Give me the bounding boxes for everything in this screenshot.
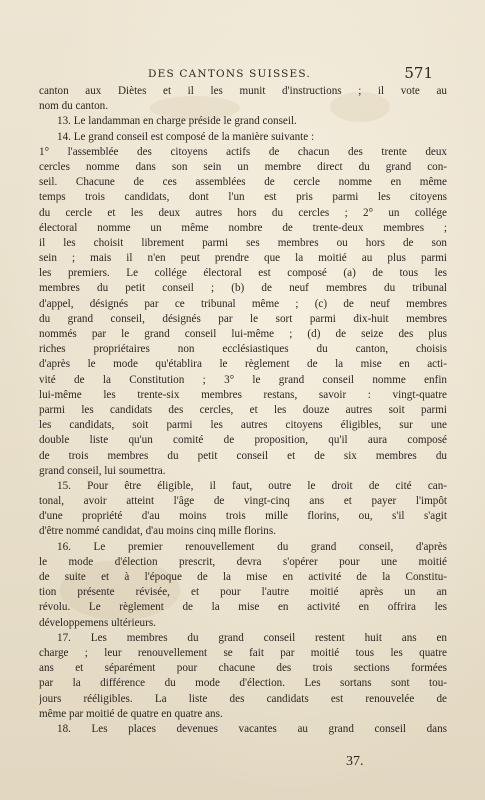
text-line: d'être nommé candidat, d'au moins cinq mille florins. [39, 525, 276, 538]
text-line: 14. Le grand conseil est composé de la manière suivante : [57, 130, 315, 143]
text-line: 16. Le premier renouvellement du grand conseil, d'après [57, 540, 447, 553]
text-line: tonal, avoir atteint l'âge de vingt-cinq ans et payer l'impôt [39, 495, 447, 508]
text-line: d'appel, désignés par ce tribunal même ; (c) de neuf membres [39, 297, 447, 310]
text-line: ans et séparément pour chacune des trois sections formées [39, 662, 447, 675]
text-line: de suite et à l'époque de la mise en activité de la Constitu- [39, 571, 447, 583]
text-line: canton aux Diètes et il les munit d'instructions ; il vote au [39, 85, 447, 97]
text-line: électoral nomme un même nombre de trente-deux membres ; [39, 221, 447, 234]
text-line: vité de la Constitution ; 3° le grand conseil nomme enfin [39, 373, 447, 386]
text-line: 18. Les places devenues vacantes au grand conseil dans [57, 722, 447, 735]
text-line: cercles nomme dans son sein un membre direct du grand con- [39, 160, 447, 173]
text-line: les premiers. Le collége électoral est composé (a) de tous les [39, 267, 447, 280]
text-line: double liste qu'un comité de proposition, qu'il aura composé [39, 434, 447, 447]
text-line: les candidats, soit parmi les autres citoyens éligibles, sur une [39, 419, 447, 432]
text-line: 13. Le landamman en charge préside le grand conseil. [57, 115, 297, 128]
text-line: nommés par le grand conseil lui-même ; (d) de seize des plus [39, 328, 447, 340]
text-line: grand conseil, lui soumettra. [39, 464, 166, 477]
text-line: parmi les candidats des cercles, et les douze autres soit parmi [39, 403, 447, 416]
text-line: du grand conseil, désignés par le sort parmi dix-huit membres [39, 312, 447, 325]
text-line: il les choisit librement parmi ses membres ou hors de son [39, 236, 447, 249]
text-line: d'une propriété d'au moins trois mille florins, ou, s'il s'agit [39, 510, 447, 523]
text-line: sein ; mais il n'en peut prendre que la moitié au plus parmi [39, 252, 447, 265]
text-line: du cercle et les deux autres hors du cercles ; 2° un collége [39, 206, 447, 219]
text-line: le mode d'élection prescrit, devra s'opérer pour une moitié [39, 555, 447, 568]
text-line: 15. Pour être éligible, il faut, outre le droit de cité can- [57, 479, 447, 492]
text-line: lui-même les trente-six membres restans, savoir : vingt-quatre [39, 388, 447, 401]
text-line: tion présente révisée, et pour l'autre moitié après un an [39, 586, 447, 599]
text-line: charge ; leur renouvellement se fait par moitié tous les quatre [39, 646, 447, 659]
text-line: même par moitié de quatre en quatre ans. [39, 707, 223, 720]
text-line: riches propriétaires non ecclésiastiques du canton, choisis [39, 343, 447, 356]
text-line: 17. Les membres du grand conseil restent huit ans en [57, 631, 447, 644]
text-line: d'après le mode qu'établira le règlement de la mise en acti- [39, 358, 447, 371]
text-line: seil. Chacune de ces assemblées de cercle nomme en même [39, 176, 447, 189]
page-header [38, 66, 433, 86]
body-text [39, 84, 447, 737]
text-line: jours rééligibles. La liste des candidats est renouvelée de [39, 692, 447, 705]
text-line: membres du petit conseil ; (b) de neuf membres du tribunal [39, 282, 447, 295]
text-line: révolu. Le règlement de la mise en activité en offrira les [39, 601, 447, 614]
text-line: temps trois candidats, dont l'un est pris parmi les citoyens [39, 191, 447, 204]
text-line: par la différence du mode d'élection. Les sortans sont tou- [39, 677, 447, 690]
signature-mark: 37. [346, 754, 364, 769]
text-line: nom du canton. [39, 100, 108, 113]
text-line: 1° l'assemblée des citoyens actifs de chacun des trente deux [39, 145, 447, 158]
text-line: développemens ultérieurs. [39, 616, 156, 629]
running-head: DES CANTONS SUISSES. [148, 68, 311, 80]
page-number: 571 [404, 64, 433, 82]
text-line: de trois membres du petit conseil et de six membres du [39, 449, 447, 462]
